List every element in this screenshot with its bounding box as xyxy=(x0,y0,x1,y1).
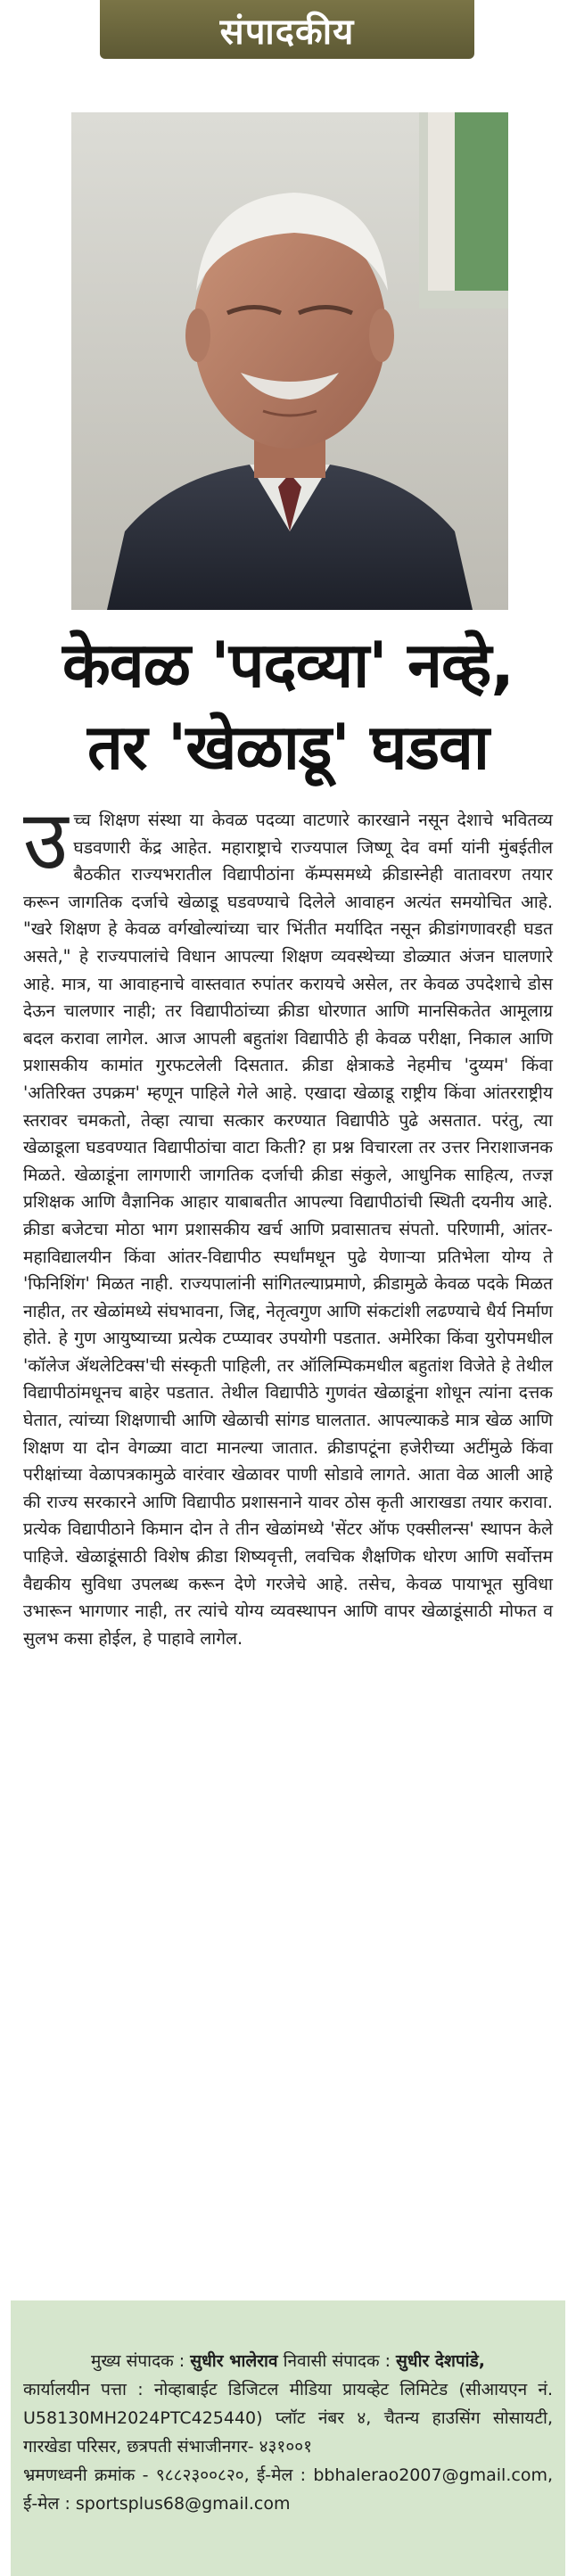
chief-editor: सुधीर भालेराव xyxy=(190,2351,278,2371)
chief-editor-label: मुख्य संपादक : xyxy=(90,2351,185,2371)
office-address: कार्यालयीन पत्ता : नोव्हाबाईट डिजिटल मीडिया प्रायव्हेट लिमिटेड (सीआयएन नं. U58130MH2024PTC425440) प्लॉट नंबर ४, चैतन्य हाउसिंग सोसायटी, गारखेडा परिसर, छत्रपती संभाजीनगर- ४३१००१ xyxy=(23,2380,553,2457)
article-text: च्च शिक्षण संस्था या केवळ पदव्या वाटणारे कारखाने नसून देशाचे भवितव्य घडवणारी केंद्र आहेत. महाराष्ट्राचे राज्यपाल जिष्णू देव वर्मा यांनी मुंबईतील बैठकीत राज्यभरातील विद्यापीठांना कॅम्पसमध्ये क्रीडास्नेही वातावरण तयार करून जागतिक दर्जाचे खेळाडू घडवण्याचे दिलेले आवाहन अत्यंत समयोचित आहे. "खरे शिक्षण हे केवळ वर्गखोल्यांच्या चार भिंतीत मर्यादित नसून क्रीडांगणावरही घडत असते," हे राज्यपालांचे विधान आपल्या शिक्षण व्यवस्थेच्या डोळ्यात अंजन घालणारे आहे. मात्र, या आवाहनाचे वास्तवात रुपांतर करायचे असेल, तर केवळ उपदेशाचे डोस देऊन चालणार नाही; तर विद्यापीठांच्या क्रीडा धोरणात आणि मानसिकतेत आमूलाग्र बदल करावा लागेल. आज आपली बहुतांश विद्यापीठे ही केवळ परीक्षा, निकाल आणि प्रशासकीय कामांत गुरफटलेली दिसतात. क्रीडा क्षेत्राकडे नेहमीच 'दुय्यम' किंवा 'अतिरिक्त उपक्रम' म्हणून पाहिले गेले आहे. एखादा खेळाडू राष्ट्रीय किंवा आंतरराष्ट्रीय स्तरावर चमकतो, तेव्हा त्याचा सत्कार करण्यात विद्यापीठे पुढे असतात. परंतु, त्या खेळाडूला घडवण्यात विद्यापीठांचा वाटा किती? हा प्रश्न विचारला तर उत्तर निराशाजनक मिळते. खेळाडूंना लागणारी जागतिक दर्जाची क्रीडा संकुले, आधुनिक साहित्य, तज्ज्ञ प्रशिक्षक आणि वैज्ञानिक आहार याबाबतीत आपल्या विद्यापीठांची स्थिती दयनीय आहे. क्रीडा बजेटचा मोठा भाग प्रशासकीय खर्च आणि प्रवासातच संपतो. परिणामी, आंतर-महाविद्यालयीन किंवा आंतर-विद्यापीठ स्पर्धांमधून पुढे येणाऱ्या प्रतिभेला योग्य ते 'फिनिशिंग' मिळत नाही. राज्यपालांनी सांगितल्याप्रमाणे, क्रीडामुळे केवळ पदके मिळत नाहीत, तर खेळांमध्ये संघभावना, जिद्द, नेतृत्वगुण आणि संकटांशी लढण्याचे धैर्य निर्माण होते. हे गुण आयुष्याच्या प्रत्येक टप्प्यावर उपयोगी पडतात. अमेरिका किंवा युरोपमधील 'कॉलेज ॲथलेटिक्स'ची संस्कृती पाहिली, तर ऑलिम्पिकमधील बहुतांश विजेते हे तेथील विद्यापीठांमधूनच बाहेर पडतात. तेथील विद्यापीठे गुणवंत खेळाडूंना शोधून त्यांना दत्तक घेतात, त्यांच्या शिक्षणाची आणि खेळाची सांगड घालतात. आपल्याकडे मात्र खेळ आणि शिक्षण या दोन वेगळ्या वाटा मानल्या जातात. क्रीडापटूंना हजेरीच्या अटींमुळे किंवा परीक्षांच्या वेळापत्रकामुळे वारंवार खेळावर पाणी सोडावे लागते. आता वेळ आली आहे की राज्य सरकारने आणि विद्यापीठ प्रशासनाने यावर ठोस कृती आराखडा तयार करावा. प्रत्येक विद्यापीठाने किमान दोन ते तीन खेळांमध्ये 'सेंटर ऑफ एक्सीलन्स' स्थापन केले पाहिजे. खेळाडूंसाठी विशेष क्रीडा शिष्यवृत्ती, लवचिक शैक्षणिक धोरण आणि सर्वोत्तम वैद्यकीय सुविधा उपलब्ध करून देणे गरजेचे आहे. तसेच, केवळ पायाभूत सुविधा उभारून भागणार नाही, तर त्यांचे योग्य व्यवस्थापन आणि वापर खेळाडूंसाठी मोफत व सुलभ कसा होईल, हे पाहावे लागेल. xyxy=(23,810,553,1649)
contact-info: भ्रमणध्वनी क्रमांक - ९८८२३००८२०, ई-मेल : bbhalerao2007@gmail.com, ई-मेल : sportsplus68@gmail.com xyxy=(23,2465,553,2514)
resident-editor-label: निवासी संपादक : xyxy=(283,2351,391,2371)
headline xyxy=(18,624,558,788)
section-title: संपादकीय xyxy=(100,0,474,59)
editorial-photo xyxy=(71,112,508,610)
drop-cap: उ xyxy=(23,793,69,888)
imprint-footer xyxy=(11,2300,565,2576)
resident-editor: सुधीर देशपांडे, xyxy=(396,2351,485,2371)
headline-line-2: तर 'खेळाडू' घडवा xyxy=(86,711,490,784)
article-body xyxy=(23,793,553,1652)
portrait-image xyxy=(71,112,508,610)
editors-line xyxy=(23,2347,553,2375)
headline-line-1: केवळ 'पदव्या' नव्हे, xyxy=(62,629,514,702)
